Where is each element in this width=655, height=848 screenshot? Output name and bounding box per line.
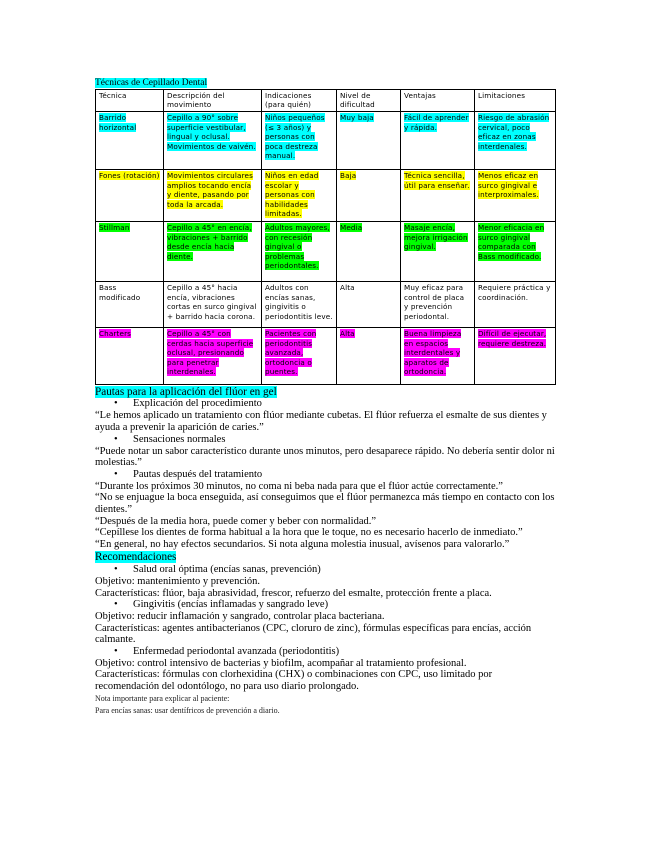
fluor-paragraph: “Después de la media hora, puede comer y beber con normalidad.” [95,515,377,527]
table-cell [337,170,401,222]
table-row [96,327,556,384]
fluor-paragraph: “Durante los próximos 30 minutos, no coma ni beba nada para que el flúor actúe correctamente.” [95,480,503,492]
table-cell [337,221,401,281]
cell-text: Cepillo a 45° con cerdas hacia superficie oclusal, presionando para penetrar interdenales. [167,328,254,377]
cell-text: Cepillo a 45° en encía, vibraciones + barrido desde encía hacia diente. [167,222,252,261]
note-line: Para encías sanas: usar dentífricos de prevención a diario. [95,705,280,715]
table-cell [164,281,262,327]
recomendaciones-title: Recomendaciones [95,551,177,564]
table-cell [475,221,556,281]
cell-text: Requiere práctica y coordinación. [478,282,551,302]
rec-bullet-periodontitis: • Enfermedad periodontal avanzada (periodontitis) [95,646,555,658]
cell-text: Pacientes con periodontitis avanzada, ortodoncia o puentes. [265,328,317,377]
table-cell [164,327,262,384]
rec-bullet-salud-oral: • Salud oral óptima (encías sanas, prevención) [95,564,555,576]
cell-text: Baja [340,171,357,180]
cell-text: Bass modificado [99,282,141,302]
table-cell [475,170,556,222]
table-row [96,170,556,222]
cell-text: Fones (rotación) [99,171,160,180]
fluor-bullet-sensaciones: • Sensaciones normales [95,434,555,446]
note-title [95,693,555,705]
table-cell [96,281,164,327]
cell-text: Muy eficaz para control de placa y prevención periodontal. [404,282,465,321]
fluor-paragraph: “Puede notar un sabor característico durante unos minutos, pero desaparece rápido. No debería sentir dolor ni molestias.” [95,445,555,469]
cell-text: Riesgo de abrasión cervical, poco eficaz en zonas interdenales. [478,113,550,151]
document-page [95,78,555,717]
table-cell [262,170,337,222]
header-limitaciones: Limitaciones [475,90,556,112]
table-cell [164,170,262,222]
fluor-section-title: Pautas para la aplicación del flúor en gel [95,385,277,398]
brushing-techniques-table [95,89,556,385]
table-cell [475,112,556,170]
rec-bullet-gingivitis: • Gingivitis (encías inflamadas y sangrado leve) [95,599,555,611]
table-cell [164,221,262,281]
table-cell [262,112,337,170]
table-cell [337,327,401,384]
fluor-bullet-procedimiento: • Explicación del procedimiento [95,398,555,410]
cell-text: Stillman [99,222,130,232]
cell-text: Muy baja [340,113,374,122]
table-cell [401,327,475,384]
fluor-paragraph: “En general, no hay efectos secundarios. Si nota alguna molestia inusual, avísenos para valorarlo.” [95,538,510,550]
cell-text: Alta [340,328,355,338]
rec-caracteristicas: Características: fórmulas con clorhexidina (CHX) o combinaciones con CPC, uso limitado por recomendación del odontólogo, no para uso diario prolongado. [95,669,493,693]
rec-caracteristicas: Características: agentes antibacterianos (CPC, cloruro de zinc), fórmulas específicas para encías, acción calmante. [95,622,532,646]
cell-text: Movimientos circulares amplios tocando encía y diente, pasando por toda la arcada. [167,171,253,209]
header-descripcion: Descripción del movimiento [164,90,262,112]
table-cell [401,281,475,327]
cell-text: Barrido horizontal [99,113,137,132]
fluor-bullet-pautas: • Pautas después del tratamiento [95,469,555,481]
table-cell [475,327,556,384]
cell-text: Menos eficaz en surco gingival e interproximales. [478,171,539,200]
rec-objetivo: Objetivo: control intensivo de bacterias y biofilm, acompañar al tratamiento profesional. [95,657,467,669]
cell-text: Alta [340,282,355,292]
cell-text: Niños en edad escolar y personas con habilidades limitadas. [265,171,319,219]
table-header-row [96,90,556,112]
cell-text: Cepillo a 90° sobre superficie vestibular, lingual y oclusal. Movimientos de vaivén. [167,113,256,151]
table-row [96,221,556,281]
table-cell [164,112,262,170]
cell-text: Masaje encía, mejora irrigación gingival. [404,222,468,252]
table-cell [401,221,475,281]
cell-text: Menor eficacia en surco gingival comparada con Bass modificado. [478,222,545,261]
rec-caracteristicas: Características: flúor, baja abrasividad, frescor, refuerzo del esmalte, protección frente a placa. [95,587,492,599]
cell-text: Niños pequeños (≤ 3 años) y personas con poca destreza manual. [265,113,325,161]
table-cell [262,281,337,327]
table-cell [262,221,337,281]
fluor-paragraph: “Cepíllese los dientes de forma habitual a la hora que le toque, no es necesario hacerlo de inmediato.” [95,527,523,539]
cell-text: Difícil de ejecutar, requiere destreza. [478,328,547,348]
cell-text: Adultos con encías sanas, gingivitis o periodontitis leve. [265,282,333,321]
rec-objetivo: Objetivo: reducir inflamación y sangrado, controlar placa bacteriana. [95,611,385,623]
note-title-text: Nota importante para explicar al paciente: [95,693,230,703]
table-row [96,281,556,327]
table-cell [96,221,164,281]
fluor-paragraph: “Le hemos aplicado un tratamiento con flúor mediante cubetas. El flúor refuerza el esmalte de sus dientes y ayuda a prevenir la aparición de caries.” [95,410,547,434]
cell-text: Media [340,222,363,232]
table-cell [96,327,164,384]
header-tecnica: Técnica [96,90,164,112]
rec-objetivo: Objetivo: mantenimiento y prevención. [95,575,261,587]
table-row [96,112,556,170]
table-cell [262,327,337,384]
table-cell [337,281,401,327]
cell-text: Buena limpieza en espacios interdentales y aparatos de ortodoncia. [404,328,462,377]
table-title: Técnicas de Cepillado Dental [95,78,208,88]
cell-text: Técnica sencilla, útil para enseñar. [404,171,470,190]
table-cell [401,170,475,222]
header-indicaciones: Indicaciones (para quién) [262,90,337,112]
cell-text: Cepillo a 45° hacia encía, vibraciones cortas en surco gingival + barrido hacia corona. [167,282,257,321]
table-cell [96,112,164,170]
fluor-paragraph: “No se enjuague la boca enseguida, así conseguimos que el flúor permanezca más tiempo en contacto con los dientes.” [95,492,555,516]
table-cell [337,112,401,170]
table-cell [475,281,556,327]
header-dificultad: Nivel de dificultad [337,90,401,112]
cell-text: Adultos mayores, con recesión gingival o problemas periodontales. [265,222,330,271]
table-cell [401,112,475,170]
cell-text: Charters [99,328,132,338]
table-cell [96,170,164,222]
cell-text: Fácil de aprender y rápida. [404,113,469,132]
header-ventajas: Ventajas [401,90,475,112]
